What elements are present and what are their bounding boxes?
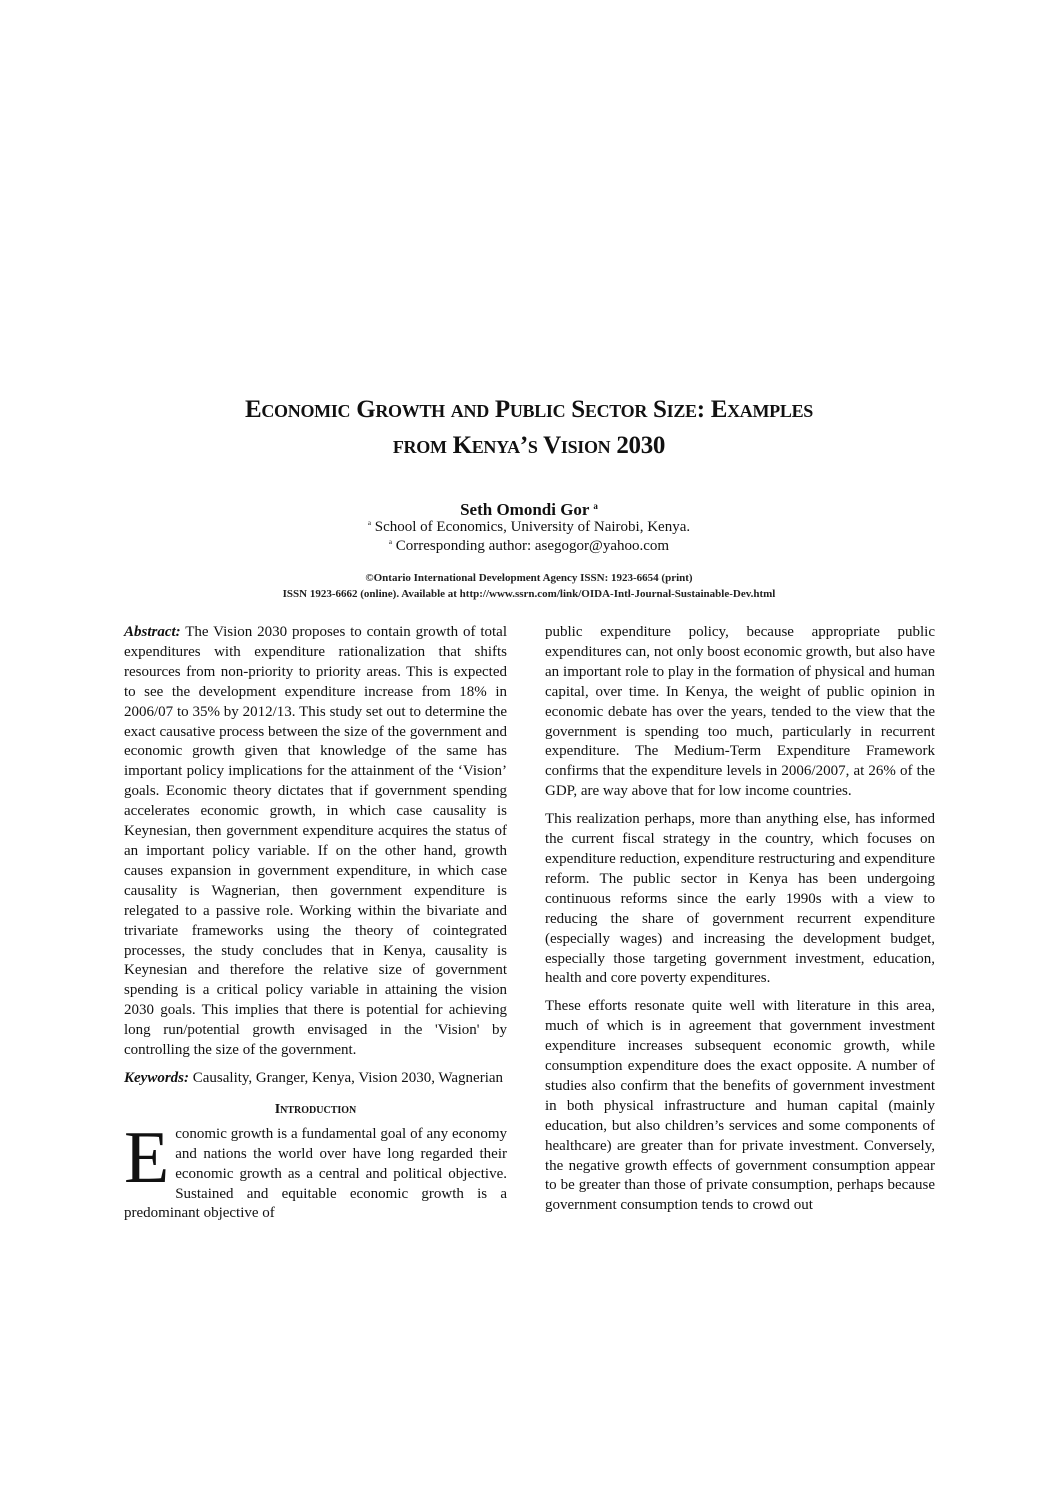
- corresponding-text: Corresponding author: asegogor@yahoo.com: [395, 538, 670, 554]
- corresponding-marker: a: [388, 538, 392, 546]
- section-heading-introduction: Introduction: [274, 1101, 357, 1117]
- abstract: [124, 623, 507, 1061]
- abstract-label: Abstract:: [124, 624, 181, 640]
- body-paragraph-1: public expenditure policy, because appropriate public expenditures can, not only boost economic growth, but also have an important role to play in the formation of physical and human capital, over time. In Kenya, the weight of public opinion in economic debate has over the years, tended to the view that the government is spending too much, particularly in recurrent expenditure. The Medium-Term Expenditure Framework confirms that the expenditure levels in 2006/2007, at 26% of the GDP, are way above that for low income countries.: [545, 624, 935, 800]
- introduction-paragraph: [124, 1116, 507, 1225]
- publication-info-line-1: ©Ontario International Development Agency ISSN: 1923-6654 (print): [365, 572, 693, 584]
- body-paragraph-3: These efforts resonate quite well with literature in this area, much of which is in agreement that government investment expenditure increases subsequent economic growth, while consumption expenditure does the exact opposite. A number of studies also confirm that the benefits of government investment in both physical infrastructure and human capital (mainly education, but also children’s services and some components of healthcare) are greater than for private investment. Conversely, the negative growth effects of government consumption appear to be greater than those of private consumption, perhaps because government consumption tends to crowd out: [545, 998, 935, 1214]
- title-line-1: Economic Growth and Public Sector Size: Examples: [244, 396, 814, 423]
- drop-cap: E: [124, 1116, 170, 1199]
- author-name-text: Seth Omondi Gor: [460, 500, 590, 519]
- left-column: [124, 623, 507, 1232]
- introduction-text: conomic growth is a fundamental goal of any economy and nations the world over have long regarded their economic growth as a central and political objective. Sustained and equitable economic growth is a predominant objective of: [124, 1125, 507, 1222]
- affiliation-marker: a: [367, 519, 371, 527]
- keywords-text: Causality, Granger, Kenya, Vision 2030, Wagnerian: [192, 1069, 504, 1086]
- body-paragraph-2: This realization perhaps, more than anything else, has informed the current fiscal strategy in the country, which focuses on expenditure reduction, expenditure restructuring and expenditure reform. The public sector in Kenya has been undergoing continuous reforms since the early 1990s with a view to reducing the share of government recurrent expenditure (especially wages) and increasing the development budget, especially those targeting government investment, education, health and core poverty expenditures.: [545, 811, 935, 987]
- abstract-text: The Vision 2030 proposes to contain growth of total expenditures with expenditure rationalization that shifts resources from non-priority to priority areas. This is expected to see the development expenditure increase from 18% in 2006/07 to 35% by 2012/13. This study set out to determine the exact causative process between the size of the government and economic growth given that knowledge of the same has important policy implications for the attainment of the ‘Vision’ goals. Economic theory dictates that if government spending accelerates economic growth, in which case causality is Keynesian, then government expenditure acquires the status of an important policy variable. If on the other hand, growth causes expansion in government expenditure, in which case causality is Wagnerian, then government expenditure is relegated to a passive role. Working within the bivariate and trivariate frameworks using the theory of cointegrated processes, the study concludes that in Kenya, causality is Keynesian and therefore the relative size of government spending is a critical policy variable in attaining the vision 2030 goals. This implies that there is potential for achieving long run/potential growth envisaged in the 'Vision' by controlling the size of the government.: [124, 624, 507, 1059]
- affiliation-text: School of Economics, University of Nairobi, Kenya.: [374, 519, 691, 535]
- keywords-label: Keywords:: [124, 1069, 189, 1086]
- paper-title: [100, 392, 958, 464]
- publication-info-line-2: ISSN 1923-6662 (online). Available at http://www.ssrn.com/link/OIDA-Intl-Journal-Sustainable-Dev.html: [282, 588, 776, 600]
- corresponding-author: [100, 532, 958, 556]
- right-column: [545, 623, 935, 1224]
- keywords: [124, 1069, 507, 1089]
- title-line-2: from Kenya’s Vision 2030: [392, 432, 666, 459]
- author-marker: a: [593, 501, 598, 511]
